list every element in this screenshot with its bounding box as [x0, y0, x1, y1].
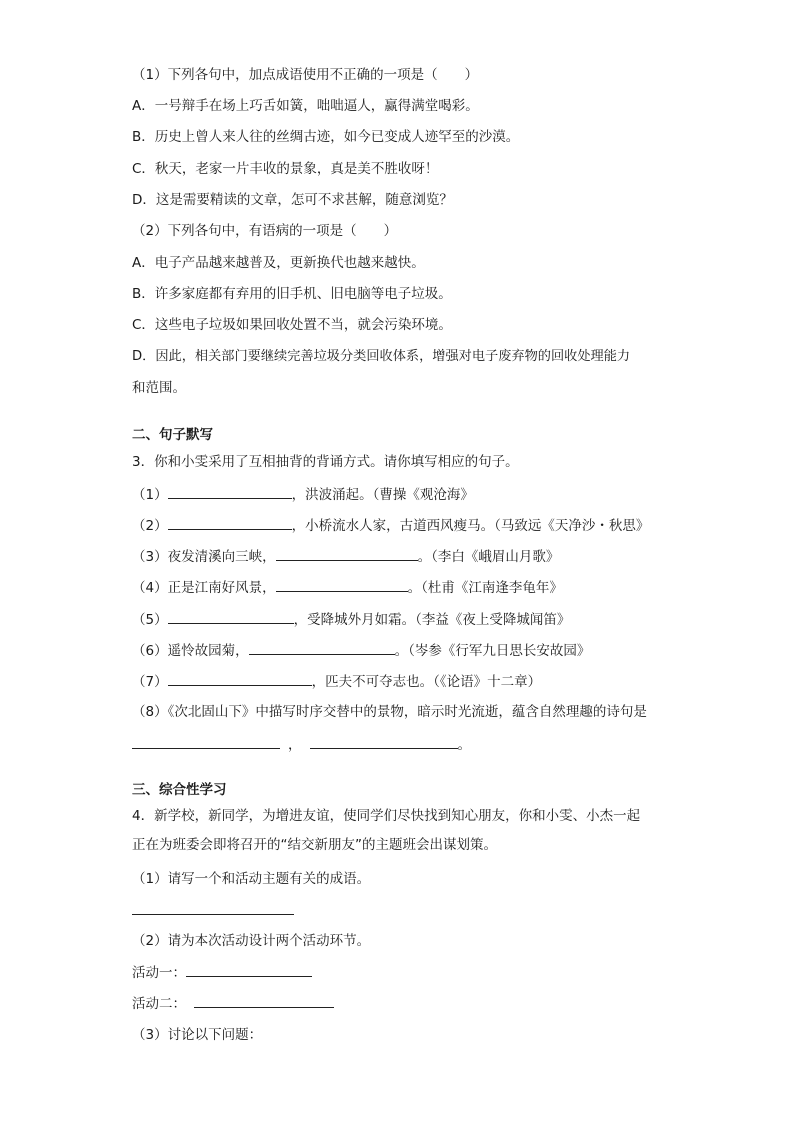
item-prefix: （1） — [132, 487, 168, 503]
recitation-item-8: （8）《次北固山下》中描写时序交替中的景物，暗示时光流逝，蕴含自然理趣的诗句是 — [132, 704, 647, 720]
recitation-item-2 — [132, 515, 649, 536]
item-suffix: 。（杜甫《江南逢李龟年》 — [407, 580, 563, 596]
item-prefix: （3）夜发清溪向三峡， — [132, 549, 276, 565]
item-prefix: （7） — [132, 674, 168, 690]
answer-blank[interactable] — [168, 671, 312, 686]
recitation-item-8-answers — [132, 734, 471, 755]
option-d: D．这是需要精读的文章，怎可不求甚解，随意浏览？ — [132, 192, 453, 208]
item-suffix: 。（李白《峨眉山月歌》 — [417, 549, 560, 565]
option-d-continued: 和范围。 — [132, 380, 186, 396]
item-prefix: （5） — [132, 612, 168, 628]
separator: ， — [288, 737, 302, 753]
recitation-item-4 — [132, 577, 563, 598]
answer-blank[interactable] — [186, 962, 312, 977]
answer-blank[interactable] — [132, 734, 280, 749]
item-suffix: ，洪波涌起。（曹操《观沧海》 — [291, 487, 474, 503]
item-prefix: （6）遥怜故园菊， — [132, 643, 249, 659]
question-stem: （1）下列各句中，加点成语使用不正确的一项是（ ） — [132, 67, 479, 83]
answer-blank[interactable] — [168, 515, 292, 530]
answer-line[interactable] — [132, 914, 294, 915]
recitation-item-7 — [132, 671, 541, 692]
answer-blank[interactable] — [168, 484, 292, 499]
activity-two — [132, 993, 334, 1014]
recitation-item-3 — [132, 546, 559, 567]
recitation-item-6 — [132, 640, 590, 661]
answer-blank[interactable] — [276, 577, 408, 592]
answer-blank[interactable] — [168, 609, 294, 624]
question-stem: （2）下列各句中，有语病的一项是（ ） — [132, 223, 398, 239]
question-stem: 4．新学校，新同学，为增进友谊，使同学们尽快找到知心朋友，你和小雯、小杰一起 — [132, 808, 641, 824]
section-title: 三、综合性学习 — [132, 782, 227, 798]
line-end: 。 — [457, 737, 471, 753]
sub-question-1: （1）请写一个和活动主题有关的成语。 — [132, 871, 371, 887]
activity-label: 活动一： — [132, 965, 186, 981]
option-c: C．这些电子垃圾如果回收处置不当，就会污染环境。 — [132, 317, 452, 333]
item-suffix: ，匹夫不可夺志也。（《论语》十二章） — [311, 674, 542, 690]
option-d: D．因此，相关部门要继续完善垃圾分类回收体系，增强对电子废弃物的回收处理能力 — [132, 349, 631, 364]
question-stem: 3．你和小雯采用了互相抽背的背诵方式。请你填写相应的句子。 — [132, 454, 519, 470]
activity-one — [132, 962, 312, 983]
option-c: C．秋天，老家一片丰收的景象，真是美不胜收呀！ — [132, 161, 439, 177]
answer-blank[interactable] — [249, 640, 395, 655]
answer-blank[interactable] — [194, 993, 334, 1008]
recitation-item-1 — [132, 484, 474, 505]
item-suffix: 。（岑参《行军九日思长安故园》 — [394, 643, 591, 659]
section-title: 二、句子默写 — [132, 427, 213, 443]
question-stem-continued: 正在为班委会即将召开的“结交新朋友”的主题班会出谋划策。 — [132, 837, 497, 853]
sub-question-3: （3）讨论以下问题： — [132, 1027, 263, 1043]
option-b: B．许多家庭都有弃用的旧手机、旧电脑等电子垃圾。 — [132, 286, 452, 302]
item-prefix: （4）正是江南好风景， — [132, 580, 276, 596]
option-a: A．电子产品越来越普及，更新换代也越来越快。 — [132, 255, 425, 271]
option-b: B．历史上曾人来人往的丝绸古迹，如今已变成人迹罕至的沙漠。 — [132, 129, 520, 145]
item-prefix: （2） — [132, 518, 168, 534]
item-suffix: ，小桥流水人家，古道西风瘦马。（马致远《天净沙・秋思》 — [291, 518, 650, 534]
option-a: A．一号辩手在场上巧舌如簧，咄咄逼人，赢得满堂喝彩。 — [132, 98, 479, 114]
sub-question-2: （2）请为本次活动设计两个活动环节。 — [132, 933, 371, 949]
answer-blank[interactable] — [310, 734, 458, 749]
activity-label: 活动二： — [132, 996, 186, 1012]
answer-blank[interactable] — [276, 546, 418, 561]
recitation-item-5 — [132, 609, 570, 630]
item-suffix: ，受降城外月如霜。（李益《夜上受降城闻笛》 — [293, 612, 571, 628]
